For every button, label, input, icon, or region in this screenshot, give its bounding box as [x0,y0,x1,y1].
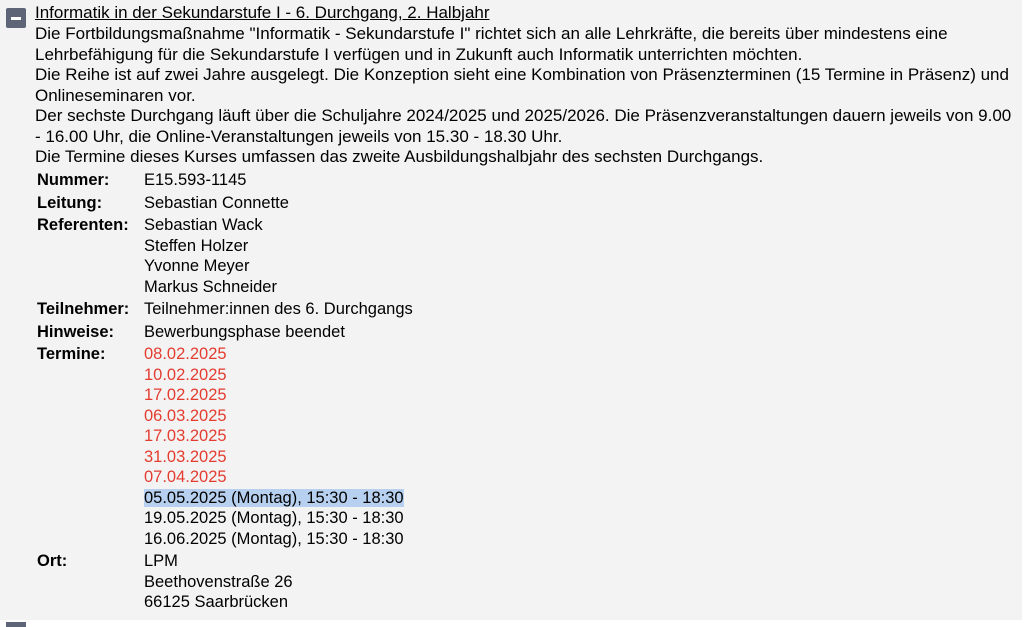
detail-row-referenten [37,215,413,297]
detail-row-leitung [37,193,413,214]
detail-row-teilnehmer [37,299,413,320]
description-paragraph: Die Termine dieses Kurses umfassen das zweite Ausbildungshalbjahr des sechsten Durchgangs. [35,147,764,166]
past-date: 17.03.2025 [144,427,227,445]
referenten-label: Referenten: [37,216,129,234]
selected-text: 05.05.2025 (Montag), 15:30 - 18:30 [144,488,404,507]
detail-row-nummer [37,170,413,191]
upcoming-date-selected [144,488,404,509]
referenten-list [144,215,277,297]
teilnehmer-value: Teilnehmer:innen des 6. Durchgangs [144,300,413,318]
past-date: 10.02.2025 [144,365,227,384]
upcoming-date: 16.06.2025 (Montag), 15:30 - 18:30 [144,529,404,548]
course-details [37,170,413,615]
minus-icon [11,17,21,20]
collapse-button[interactable] [6,8,26,28]
termine-label: Termine: [37,345,106,363]
description-paragraph: Die Reihe ist auf zwei Jahre ausgelegt. Die Konzeption sieht eine Kombination von Präsenzterminen (15 Termine in Präsenz) und Onlineseminaren vor. [35,65,1009,105]
referent-name: Sebastian Wack [144,216,263,234]
upcoming-date: 19.05.2025 (Montag), 15:30 - 18:30 [144,509,404,527]
referent-name: Markus Schneider [144,277,277,296]
ort-label: Ort: [37,552,68,570]
past-date: 17.02.2025 [144,386,227,404]
detail-row-ort [37,551,413,613]
detail-row-hinweise [37,322,413,343]
description-paragraph: Die Fortbildungsmaßnahme "Informatik - Sekundarstufe I" richtet sich an alle Lehrkräfte, die bereits über mindestens eine Lehrbefähigung für die Sekundarstufe I verfügen und in Zukunft auch Informatik unterrichten möchten. [35,24,948,64]
detail-row-termine [37,344,413,549]
nummer-label: Nummer: [37,171,110,189]
ort-line: Beethovenstraße 26 [144,572,293,591]
past-date: 07.04.2025 [144,468,227,486]
termine-list [144,344,404,549]
past-date: 08.02.2025 [144,345,227,363]
hinweise-label: Hinweise: [37,322,115,341]
ort-line: 66125 Saarbrücken [144,593,289,611]
ort-address [144,551,293,613]
past-date: 31.03.2025 [144,447,227,466]
referent-name: Steffen Holzer [144,236,249,255]
description-paragraph: Der sechste Durchgang läuft über die Schuljahre 2024/2025 und 2025/2026. Die Präsenzveranstaltungen dauern jeweils von 9.00 - 16.00 Uhr, die Online-Veranstaltungen jeweils von 15.30 - 18.30 Uhr. [35,106,1012,146]
course-description [35,24,1020,168]
hinweise-value: Bewerbungsphase beendet [144,322,345,341]
course-title-link[interactable]: Informatik in der Sekundarstufe I - 6. Durchgang, 2. Halbjahr [35,3,490,22]
leitung-value: Sebastian Connette [144,193,289,212]
past-date: 06.03.2025 [144,406,227,425]
leitung-label: Leitung: [37,193,103,212]
nummer-value: E15.593-1145 [144,171,247,189]
referent-name: Yvonne Meyer [144,257,250,275]
next-toggle-icon[interactable] [6,622,26,627]
ort-line: LPM [144,552,178,570]
teilnehmer-label: Teilnehmer: [37,300,130,318]
